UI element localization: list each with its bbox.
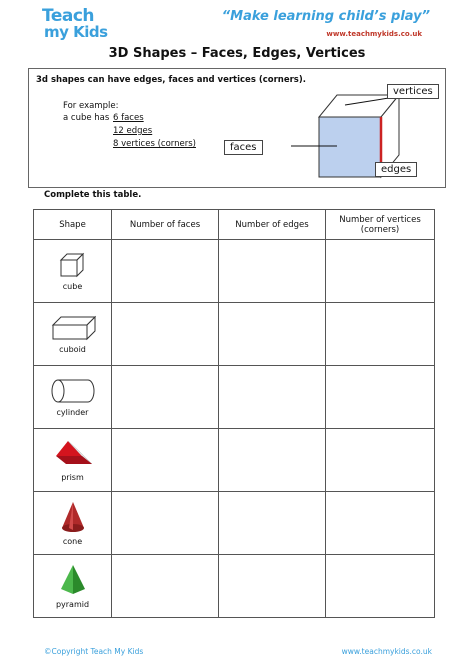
table-row bbox=[34, 366, 435, 429]
logo-text-line1: Teach bbox=[42, 6, 95, 26]
faces-callout: faces bbox=[224, 140, 263, 155]
faces-answer-cell[interactable] bbox=[112, 303, 219, 366]
page-title: 3D Shapes – Faces, Edges, Vertices bbox=[108, 46, 366, 61]
edges-answer-cell[interactable] bbox=[219, 303, 326, 366]
shape-cell bbox=[34, 492, 112, 555]
table-row bbox=[34, 303, 435, 366]
header-vertices-line1: Number of vertices bbox=[339, 214, 421, 225]
table-row bbox=[34, 429, 435, 492]
example-vertices: 8 vertices (corners) bbox=[113, 139, 196, 149]
example-label: For example: bbox=[63, 101, 119, 111]
shape-name: prism bbox=[61, 473, 84, 482]
shape-cell bbox=[34, 555, 112, 618]
shape-name: cuboid bbox=[59, 345, 86, 354]
header-vertices-line2: (corners) bbox=[360, 224, 400, 235]
edges-answer-cell[interactable] bbox=[219, 492, 326, 555]
vertices-answer-cell[interactable] bbox=[326, 240, 435, 303]
prism-icon bbox=[52, 438, 94, 470]
example-cube-prefix: a cube has bbox=[63, 113, 110, 123]
pyramid-icon bbox=[58, 563, 88, 597]
example-edges: 12 edges bbox=[113, 126, 153, 136]
instruction: Complete this table. bbox=[44, 190, 142, 200]
shapes-table bbox=[33, 209, 435, 618]
edges-callout: edges bbox=[375, 162, 417, 177]
shape-cell bbox=[34, 240, 112, 303]
intro-box bbox=[28, 68, 446, 188]
cube-icon bbox=[58, 251, 88, 279]
edges-answer-cell[interactable] bbox=[219, 429, 326, 492]
shape-name: cylinder bbox=[56, 408, 89, 417]
faces-answer-cell[interactable] bbox=[112, 429, 219, 492]
edges-answer-cell[interactable] bbox=[219, 555, 326, 618]
faces-answer-cell[interactable] bbox=[112, 366, 219, 429]
faces-answer-cell[interactable] bbox=[112, 492, 219, 555]
shape-name: pyramid bbox=[55, 600, 90, 609]
header-edges: Number of edges bbox=[219, 210, 326, 240]
faces-answer-cell[interactable] bbox=[112, 555, 219, 618]
shape-name: cube bbox=[62, 282, 83, 291]
faces-answer-cell[interactable] bbox=[112, 240, 219, 303]
logo bbox=[42, 6, 112, 44]
intro-text: 3d shapes can have edges, faces and vertices (corners). bbox=[36, 75, 306, 85]
footer-copyright: ©Copyright Teach My Kids bbox=[44, 647, 144, 656]
shape-name: cone bbox=[62, 537, 83, 546]
logo-text-line2: my Kids bbox=[44, 23, 108, 41]
footer-website[interactable]: www.teachmykids.co.uk bbox=[341, 647, 432, 656]
vertices-answer-cell[interactable] bbox=[326, 429, 435, 492]
vertices-callout: vertices bbox=[387, 84, 439, 99]
example-faces: 6 faces bbox=[113, 113, 144, 123]
table-row bbox=[34, 240, 435, 303]
table-row bbox=[34, 555, 435, 618]
cylinder-icon bbox=[50, 377, 96, 405]
header-faces: Number of faces bbox=[112, 210, 219, 240]
vertices-answer-cell[interactable] bbox=[326, 303, 435, 366]
vertices-answer-cell[interactable] bbox=[326, 555, 435, 618]
cone-icon bbox=[59, 500, 87, 534]
header-shape: Shape bbox=[34, 210, 112, 240]
header-website: www.teachmykids.co.uk bbox=[326, 30, 422, 38]
cube-front-face bbox=[319, 117, 381, 177]
shape-cell bbox=[34, 303, 112, 366]
edges-answer-cell[interactable] bbox=[219, 240, 326, 303]
table-row bbox=[34, 492, 435, 555]
edges-answer-cell[interactable] bbox=[219, 366, 326, 429]
shape-cell bbox=[34, 366, 112, 429]
shape-cell bbox=[34, 429, 112, 492]
tagline: “Make learning child’s play” bbox=[221, 9, 430, 24]
header-vertices bbox=[326, 210, 435, 240]
vertices-answer-cell[interactable] bbox=[326, 492, 435, 555]
vertices-answer-cell[interactable] bbox=[326, 366, 435, 429]
cuboid-icon bbox=[50, 314, 96, 342]
table-header-row bbox=[34, 210, 435, 240]
